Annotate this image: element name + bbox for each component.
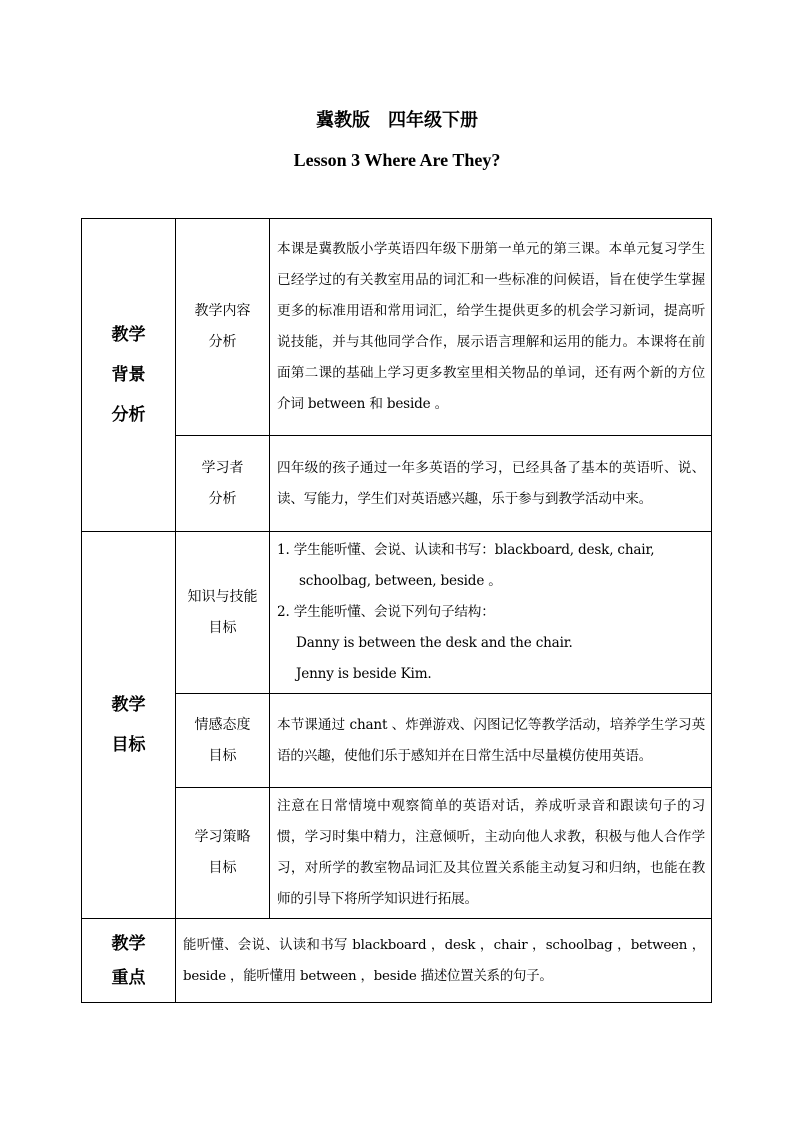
learning-strategy-label xyxy=(176,788,270,919)
learner-analysis-text: 四年级的孩子通过一年多英语的学习，已经具备了基本的英语听、说、读、写能力，学生们对英语感兴趣，乐于参与到教学活动中来。 xyxy=(270,436,712,532)
label-line: 分析 xyxy=(111,405,146,425)
label-line: 目标 xyxy=(208,747,237,764)
table-row xyxy=(82,436,712,532)
key-points-section-label xyxy=(82,919,176,1003)
label-line: 学习策略 xyxy=(194,829,251,845)
objective-item-continued: schoolbag, between, beside 。 xyxy=(299,573,502,589)
label-line: 教学 xyxy=(111,325,146,345)
emotion-attitude-label xyxy=(176,694,270,788)
label-line: 目标 xyxy=(208,860,237,876)
label-line: 目标 xyxy=(208,619,237,636)
content-analysis-text: 本课是冀教版小学英语四年级下册第一单元的第三课。本单元复习学生已经学过的有关教室用品的词汇和一些标准的问候语，旨在使学生掌握更多的标准用语和常用词汇，给学生提供更多的机会学习新词，提高听说技能，并与其他同学合作，展示语言理解和运用的能力。本课将在前面第二课的基础上学习更多教室里相关物品的单词，还有两个新的方位介词 between 和 beside 。 xyxy=(270,219,712,436)
emotion-attitude-text: 本节课通过 chant 、炸弹游戏、闪图记忆等教学活动，培养学生学习英语的兴趣，使他们乐于感知并在日常生活中尽量模仿使用英语。 xyxy=(270,694,712,788)
label-line: 知识与技能 xyxy=(187,588,258,605)
table-row xyxy=(82,788,712,919)
knowledge-skills-label xyxy=(176,532,270,694)
content-analysis-label xyxy=(176,219,270,436)
learning-strategy-text: 注意在日常情境中观察简单的英语对话，养成听录音和跟读句子的习惯，学习时集中精力，注意倾听，主动向他人求教，积极与他人合作学习，对所学的教室物品词汇及其位置关系能主动复习和归纳，也能在教师的引导下将所学知识进行拓展。 xyxy=(270,788,712,919)
background-section-label xyxy=(82,219,176,532)
lesson-title: Lesson 3 Where Are They? xyxy=(293,150,501,170)
label-line: 学习者 xyxy=(201,459,244,476)
table-row xyxy=(82,694,712,788)
table-row xyxy=(82,219,712,436)
label-line: 分析 xyxy=(208,334,237,350)
label-line: 教学 xyxy=(111,933,146,954)
label-line: 分析 xyxy=(208,490,237,507)
label-line: 教学内容 xyxy=(194,303,251,319)
objective-item: 2. 学生能听懂、会说下列句子结构： xyxy=(277,604,495,620)
learner-analysis-label xyxy=(176,436,270,532)
example-sentence: Jenny is beside Kim. xyxy=(296,666,432,682)
objectives-section-label xyxy=(82,532,176,919)
knowledge-skills-text xyxy=(270,532,712,694)
label-line: 目标 xyxy=(111,735,146,755)
key-points-text: 能听懂、会说、认读和书写 blackboard ，desk ，chair ，schoolbag ，between ，beside ，能听懂用 between ，beside 描述位置关系的句子。 xyxy=(176,919,712,1003)
label-line: 教学 xyxy=(111,695,146,715)
table-row xyxy=(82,532,712,694)
label-line: 重点 xyxy=(111,967,146,988)
objective-item: 1. 学生能听懂、会说、认读和书写：blackboard, desk, chair, xyxy=(277,542,655,558)
label-line: 背景 xyxy=(111,365,146,385)
document-title: 冀教版 四年级下册 xyxy=(316,110,478,131)
label-line: 情感态度 xyxy=(194,716,251,733)
lesson-plan-table xyxy=(81,218,712,1003)
example-sentence: Danny is between the desk and the chair. xyxy=(296,635,573,651)
table-row xyxy=(82,919,712,1003)
